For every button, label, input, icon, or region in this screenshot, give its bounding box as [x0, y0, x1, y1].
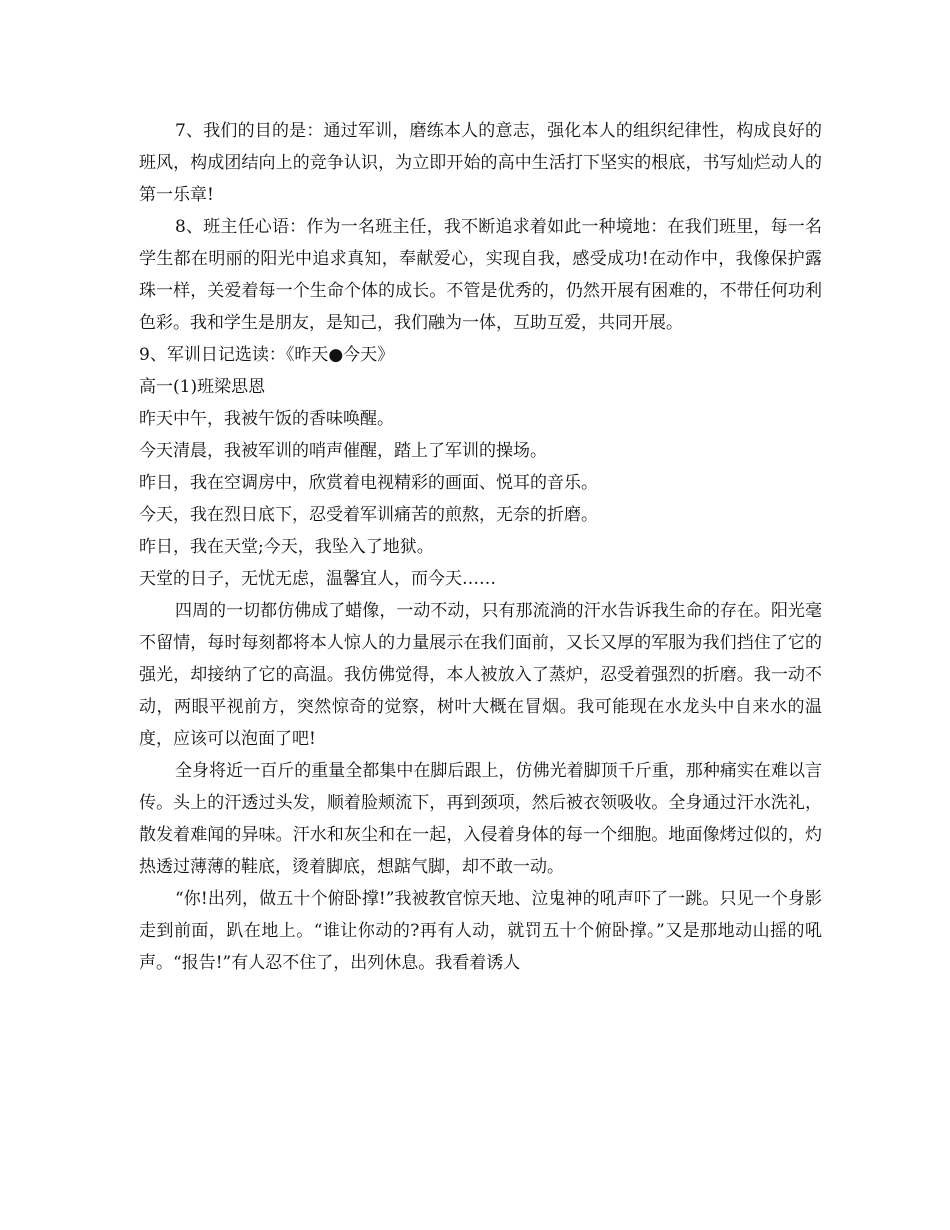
diary-line: 昨日，我在空调房中，欣赏着电视精彩的画面、悦耳的音乐。	[139, 473, 598, 493]
diary-paragraph: 全身将近一百斤的重量全都集中在脚后跟上，仿佛光着脚顶千斤重，那种痛实在难以言传。头上的汗透过头发，顺着脸颊流下，再到颈项，然后被衣领吸收。全身通过汗水洗礼，散发着难闻的异味。汗水和灰尘和在一起，入侵着身体的每一个细胞。地面像烤过似的，灼热透过薄薄的鞋底，烫着脚底，想踮气脚，却不敢一动。	[139, 761, 822, 877]
diary-line: 今天，我在烈日底下，忍受着军训痛苦的煎熬，无奈的折磨。	[139, 505, 598, 525]
document-body	[139, 115, 822, 979]
diary-author: 高一(1)班梁思恩	[139, 377, 266, 397]
diary-line: 昨天中午，我被午饭的香味唤醒。	[139, 409, 394, 429]
diary-line: 昨日，我在天堂;今天，我坠入了地狱。	[139, 537, 434, 557]
diary-paragraph: 四周的一切都仿佛成了蜡像，一动不动，只有那流淌的汗水告诉我生命的存在。阳光毫不留情，每时每刻都将本人惊人的力量展示在我们面前，又长又厚的军服为我们挡住了它的强光，却接纳了它的高温。我仿佛觉得，本人被放入了蒸炉，忍受着强烈的折磨。我一动不动，两眼平视前方，突然惊奇的觉察，树叶大概在冒烟。我可能现在水龙头中自来水的温度，应该可以泡面了吧!	[139, 601, 822, 749]
paragraph-9-diary-title: 9、军训日记选读：《昨天●今天》	[139, 345, 395, 365]
diary-line: 今天清晨，我被军训的哨声催醒，踏上了军训的操场。	[139, 441, 547, 461]
paragraph-8-teacher-message: 8、班主任心语：作为一名班主任，我不断追求着如此一种境地：在我们班里，每一名学生都在明丽的阳光中追求真知，奉献爱心，实现自我，感受成功!在动作中，我像保护露珠一样，关爱着每一个生命个体的成长。不管是优秀的，仍然开展有困难的，不带任何功利色彩。我和学生是朋友，是知己，我们融为一体，互助互爱，共同开展。	[139, 217, 822, 333]
paragraph-7-goal: 7、我们的目的是：通过军训，磨练本人的意志，强化本人的组织纪律性，构成良好的班风，构成团结向上的竞争认识，为立即开始的高中生活打下坚实的根底，书写灿烂动人的第一乐章!	[139, 121, 822, 205]
diary-paragraph: “你!出列，做五十个俯卧撑!”我被教官惊天地、泣鬼神的吼声吓了一跳。只见一个身影走到前面，趴在地上。“谁让你动的?再有人动，就罚五十个俯卧撑。”又是那地动山摇的吼声。“报告!”有人忍不住了，出列休息。我看着诱人	[139, 889, 822, 973]
diary-line: 天堂的日子，无忧无虑，温馨宜人，而今天……	[139, 569, 496, 589]
